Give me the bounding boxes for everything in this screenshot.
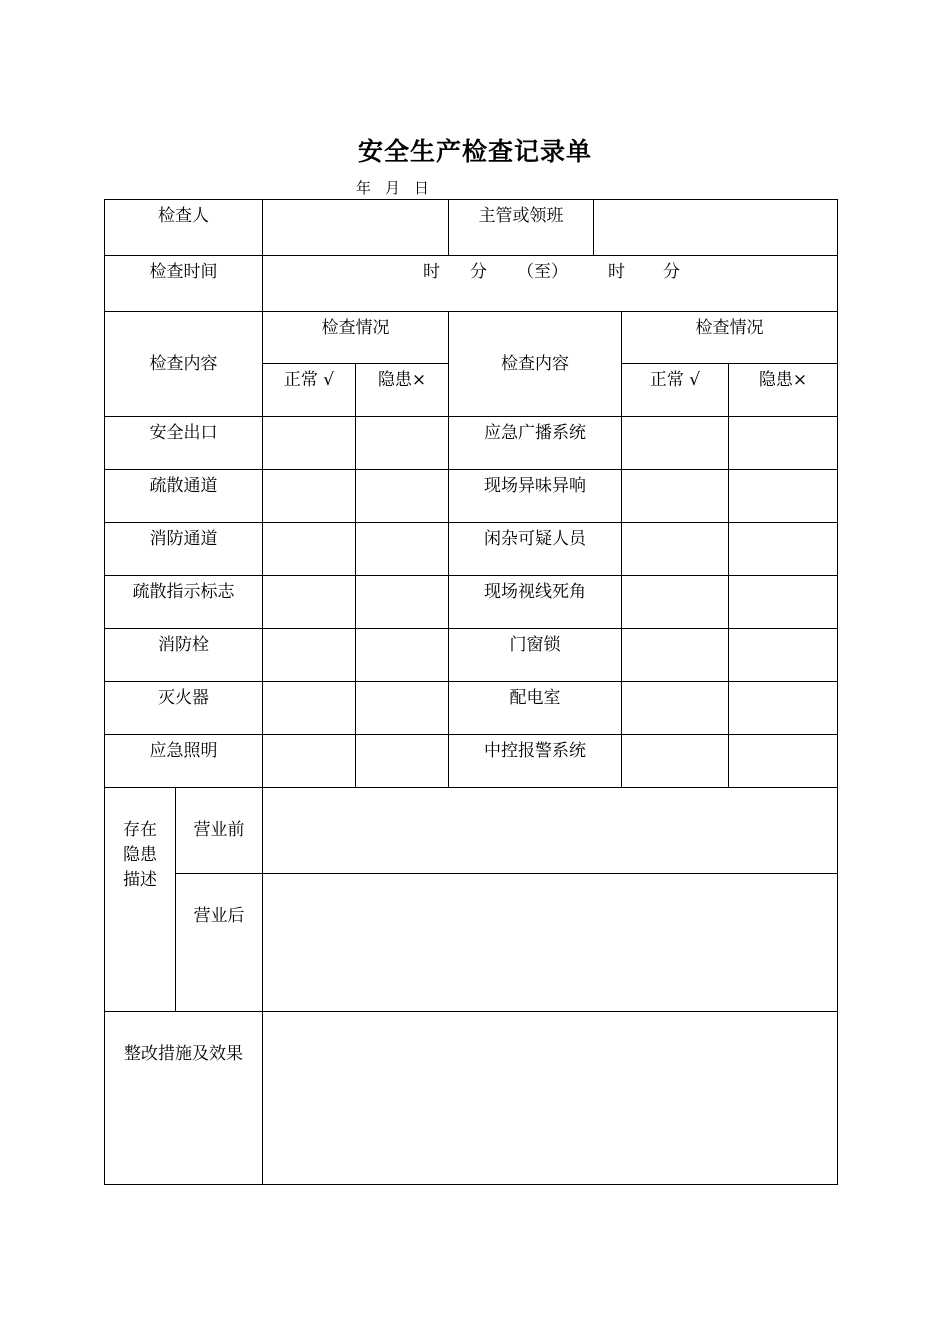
hazard-label-line1: 存在: [123, 820, 157, 840]
content-header-right: 检查内容: [449, 312, 622, 417]
item-left-normal-cell[interactable]: [263, 682, 356, 735]
item-left-normal-cell[interactable]: [263, 523, 356, 576]
item-right-normal-cell[interactable]: [622, 735, 729, 788]
time-label: 检查时间: [105, 256, 263, 312]
item-left-label: 疏散通道: [105, 470, 263, 523]
inspection-form: [104, 199, 837, 1182]
page-title: 安全生产检查记录单: [357, 137, 592, 166]
item-left-label: 安全出口: [105, 417, 263, 470]
after-business-field[interactable]: [263, 874, 838, 1012]
item-left-normal-cell[interactable]: [263, 735, 356, 788]
rectification-field[interactable]: [263, 1012, 838, 1185]
item-right-label: 配电室: [449, 682, 622, 735]
item-right-label: 现场异味异响: [449, 470, 622, 523]
table-row: [105, 735, 838, 788]
item-left-hazard-cell[interactable]: [356, 629, 449, 682]
before-business-label: 营业前: [176, 788, 263, 874]
item-right-normal-cell[interactable]: [622, 470, 729, 523]
table-row: [105, 682, 838, 735]
inspector-label: 检查人: [105, 200, 263, 256]
normal-header-right: 正常 √: [622, 364, 729, 417]
table-row: [105, 576, 838, 629]
item-left-hazard-cell[interactable]: [356, 470, 449, 523]
hazard-label-line3: 描述: [123, 870, 157, 890]
item-right-hazard-cell[interactable]: [729, 417, 838, 470]
normal-header-left: 正常 √: [263, 364, 356, 417]
inspection-table: [104, 199, 838, 1185]
item-right-hazard-cell[interactable]: [729, 682, 838, 735]
date-line: [356, 177, 429, 198]
item-right-label: 现场视线死角: [449, 576, 622, 629]
item-left-hazard-cell[interactable]: [356, 417, 449, 470]
table-row: [105, 523, 838, 576]
item-left-hazard-cell[interactable]: [356, 576, 449, 629]
item-left-label: 疏散指示标志: [105, 576, 263, 629]
table-row: [105, 629, 838, 682]
after-business-label: 营业后: [176, 874, 263, 1012]
item-left-label: 消防通道: [105, 523, 263, 576]
time-minute-label: 分: [470, 262, 487, 282]
item-right-label: 应急广播系统: [449, 417, 622, 470]
date-year-label: 年: [356, 179, 372, 197]
inspector-field[interactable]: [263, 200, 449, 256]
before-business-field[interactable]: [263, 788, 838, 874]
item-left-label: 消防栓: [105, 629, 263, 682]
time-hour-label: 时: [423, 262, 440, 282]
hazard-header-right: 隐患×: [729, 364, 838, 417]
item-left-hazard-cell[interactable]: [356, 735, 449, 788]
item-left-hazard-cell[interactable]: [356, 682, 449, 735]
date-day-label: 日: [414, 179, 430, 197]
status-header-right: 检查情况: [622, 312, 838, 364]
hazard-description-label: [105, 788, 176, 1012]
time-field[interactable]: [263, 256, 838, 312]
item-left-label: 应急照明: [105, 735, 263, 788]
item-right-normal-cell[interactable]: [622, 629, 729, 682]
item-right-label: 闲杂可疑人员: [449, 523, 622, 576]
time-to-label: （至）: [517, 262, 568, 282]
item-right-label: 门窗锁: [449, 629, 622, 682]
item-right-normal-cell[interactable]: [622, 523, 729, 576]
item-left-label: 灭火器: [105, 682, 263, 735]
item-left-normal-cell[interactable]: [263, 629, 356, 682]
hazard-header-left: 隐患×: [356, 364, 449, 417]
time-minute2-label: 分: [663, 262, 680, 282]
table-row: [105, 417, 838, 470]
item-left-hazard-cell[interactable]: [356, 523, 449, 576]
item-right-hazard-cell[interactable]: [729, 735, 838, 788]
item-left-normal-cell[interactable]: [263, 417, 356, 470]
table-row: [105, 470, 838, 523]
item-right-hazard-cell[interactable]: [729, 576, 838, 629]
date-month-label: 月: [385, 179, 401, 197]
item-right-hazard-cell[interactable]: [729, 629, 838, 682]
content-header-left: 检查内容: [105, 312, 263, 417]
hazard-label-line2: 隐患: [123, 845, 157, 865]
supervisor-label: 主管或领班: [449, 200, 594, 256]
status-header-left: 检查情况: [263, 312, 449, 364]
item-right-normal-cell[interactable]: [622, 417, 729, 470]
item-right-label: 中控报警系统: [449, 735, 622, 788]
item-right-hazard-cell[interactable]: [729, 470, 838, 523]
item-right-normal-cell[interactable]: [622, 576, 729, 629]
item-right-hazard-cell[interactable]: [729, 523, 838, 576]
rectification-label: 整改措施及效果: [105, 1012, 263, 1185]
item-left-normal-cell[interactable]: [263, 470, 356, 523]
item-right-normal-cell[interactable]: [622, 682, 729, 735]
time-hour2-label: 时: [608, 262, 625, 282]
supervisor-field[interactable]: [594, 200, 838, 256]
item-left-normal-cell[interactable]: [263, 576, 356, 629]
